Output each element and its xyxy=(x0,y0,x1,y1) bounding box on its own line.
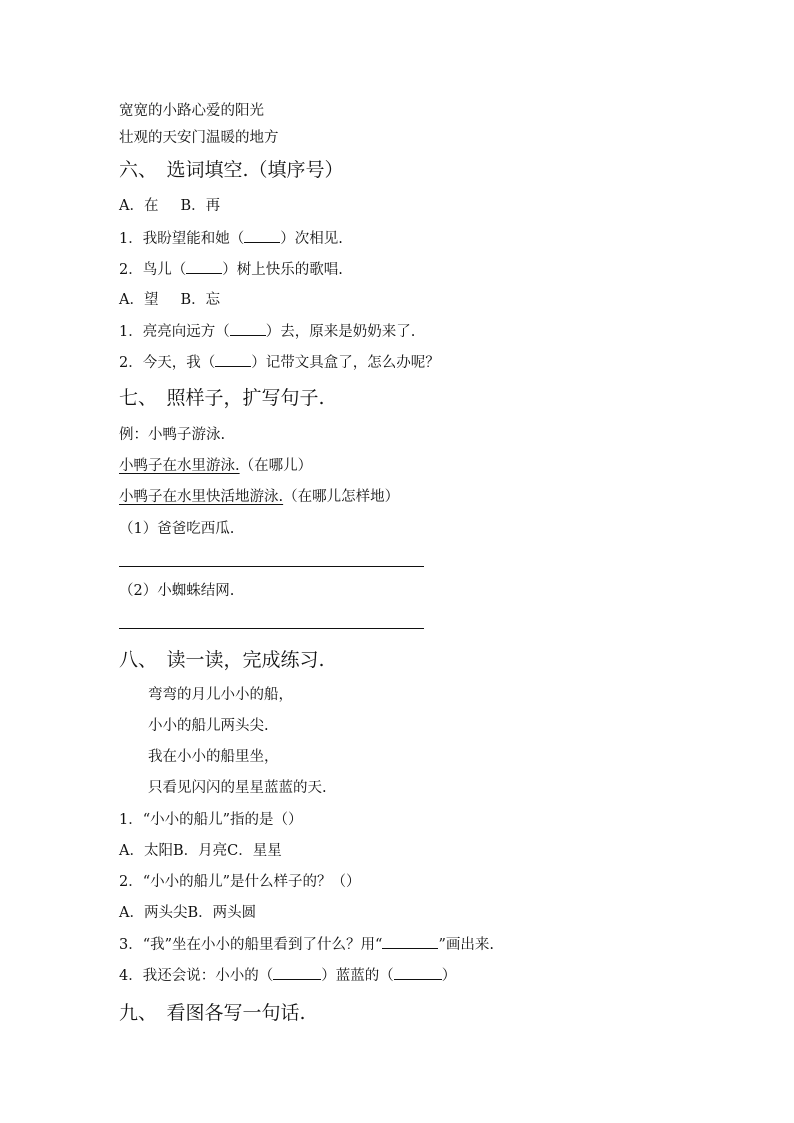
answer-blank[interactable] xyxy=(215,352,251,367)
s7-example: 例：小鸭子游泳. xyxy=(119,427,226,443)
poem-line-3: 我在小小的船里坐， xyxy=(148,749,279,765)
intro-line-1: 宽宽的小路心爱的阳光 xyxy=(119,103,264,119)
s8-question-3: 3．“我”坐在小小的船里看到了什么？用“ ”画出来. xyxy=(119,934,494,955)
s7-question-2: （2）小蜘蛛结网. xyxy=(119,583,235,599)
option-b: B．再 xyxy=(180,198,221,214)
s7-example-1: 小鸭子在水里游泳.（在哪儿） xyxy=(119,458,313,474)
s6-question-4: 2．今天，我（ ）记带文具盒了，怎么办呢？ xyxy=(119,352,440,373)
answer-line-2[interactable] xyxy=(119,628,424,629)
poem-line-1: 弯弯的月儿小小的船， xyxy=(148,687,293,703)
s7-question-1: （1）爸爸吃西瓜. xyxy=(119,521,235,537)
s6-question-3: 1．亮亮向远方（ ）去，原来是奶奶来了. xyxy=(119,321,415,342)
s8-question-2-options: A．两头尖B．两头圆 xyxy=(119,905,257,921)
s8-question-4: 4．我还会说：小小的（ ）蓝蓝的（ ） xyxy=(119,965,456,986)
s6-options-2 xyxy=(119,290,220,310)
s6-question-1: 1．我盼望能和她（ ）次相见. xyxy=(119,228,343,249)
s6-question-2: 2．鸟儿（ ）树上快乐的歌唱. xyxy=(119,259,343,280)
answer-line-1[interactable] xyxy=(119,566,424,567)
s7-example-2: 小鸭子在水里快活地游泳.（在哪儿怎样地） xyxy=(119,489,400,505)
s6-options-1 xyxy=(119,196,220,216)
s8-question-1: 1．“小小的船儿”指的是（） xyxy=(119,812,303,828)
s8-question-2: 2．“小小的船儿”是什么样子的？（） xyxy=(119,874,361,890)
answer-blank[interactable] xyxy=(244,228,280,243)
section-8-heading: 八、 读一读，完成练习. xyxy=(119,649,325,671)
answer-blank[interactable] xyxy=(273,965,321,980)
poem-line-4: 只看见闪闪的星星蓝蓝的天. xyxy=(148,780,327,796)
section-6-heading: 六、 选词填空.（填序号） xyxy=(119,159,344,181)
option-a: A．望 xyxy=(119,292,159,308)
section-9-heading: 九、 看图各写一句话. xyxy=(119,1002,306,1024)
intro-line-2: 壮观的天安门温暖的地方 xyxy=(119,130,279,146)
answer-blank[interactable] xyxy=(230,321,266,336)
answer-blank[interactable] xyxy=(382,934,438,949)
option-b: B．忘 xyxy=(180,292,221,308)
section-7-heading: 七、 照样子，扩写句子. xyxy=(119,387,325,409)
poem-line-2: 小小的船儿两头尖. xyxy=(148,718,269,734)
answer-blank[interactable] xyxy=(186,259,222,274)
option-a: A．在 xyxy=(119,198,159,214)
s8-question-1-options: A．太阳B．月亮C．星星 xyxy=(119,843,282,859)
answer-blank[interactable] xyxy=(394,965,442,980)
